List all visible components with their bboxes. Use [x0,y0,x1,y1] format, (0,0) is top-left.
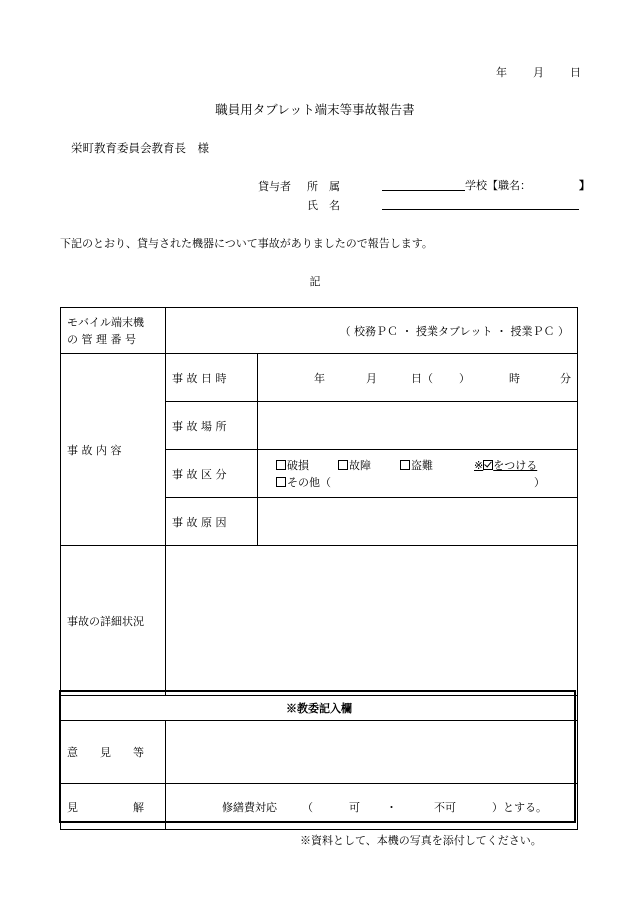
opinion-label: 意 見 等 [61,721,166,784]
option-damage[interactable]: 破損 [276,457,309,474]
repair-yes-option[interactable]: 可 [349,800,360,814]
date-day: 日 [570,66,581,79]
incident-cause-field[interactable] [258,498,578,546]
view-label: 見 解 [61,784,166,830]
footnote: ※資料として、本機の写真を添付してください。 [300,834,542,847]
incident-category-label: 事 故 区 分 [166,450,258,498]
addressee: 栄町教育委員会教育長 様 [71,141,209,155]
lender-label: 貸与者 [258,180,291,193]
kyoi-header: ※教委記入欄 [61,696,578,721]
checkbox-icon [276,477,286,487]
mobile-id-label: モバイル端末機 の 管 理 番 号 [61,308,166,354]
report-form-table [60,307,578,830]
repair-field: 修繕費対応 （ 可 ・ 不可 ）とする。 [166,784,578,830]
incident-details-label: 事故の詳細状況 [61,546,166,696]
dept-field-line[interactable] [382,190,465,191]
document-title: 職員用タブレット端末等事故報告書 [215,102,415,117]
incident-contents-label: 事 故 内 容 [61,354,166,546]
option-other[interactable]: その他（ [276,474,331,491]
date-line [496,64,581,80]
date-year: 年 [496,66,507,79]
checkbox-icon [276,460,286,470]
lender-dept-label: 所 属 [307,180,340,193]
lender-name-label: 氏 名 [307,199,340,212]
report-statement: 下記のとおり、貸与された機器について事故がありましたので報告します。 [60,237,433,250]
incident-date-label: 事 故 日 時 [166,354,258,402]
incident-cause-label: 事 故 原 因 [166,498,258,546]
option-theft[interactable]: 盗難 [400,457,433,474]
checked-box-icon [483,460,493,470]
ki-heading: 記 [309,275,321,288]
school-label: 学校【職名： 】 [465,179,590,192]
date-month: 月 [533,66,544,79]
name-field-line[interactable] [382,209,579,210]
incident-place-field[interactable] [258,402,578,450]
check-instruction: ※ をつける [474,458,538,472]
option-failure[interactable]: 故障 [338,457,371,474]
device-options[interactable]: （ 校務ＰＣ ・ 授業タブレット ・ 授業ＰＣ ） [166,308,578,354]
incident-place-label: 事 故 場 所 [166,402,258,450]
checkbox-icon [400,460,410,470]
incident-date-field[interactable]: 年 月 日（ ） 時 分 [258,354,578,402]
incident-details-field[interactable] [166,546,578,696]
incident-category-field: 破損 故障 盗難 ※ をつける その他（ ） [258,450,578,498]
opinion-field[interactable] [166,721,578,784]
repair-no-option[interactable]: 不可 [434,800,456,814]
checkbox-icon [338,460,348,470]
